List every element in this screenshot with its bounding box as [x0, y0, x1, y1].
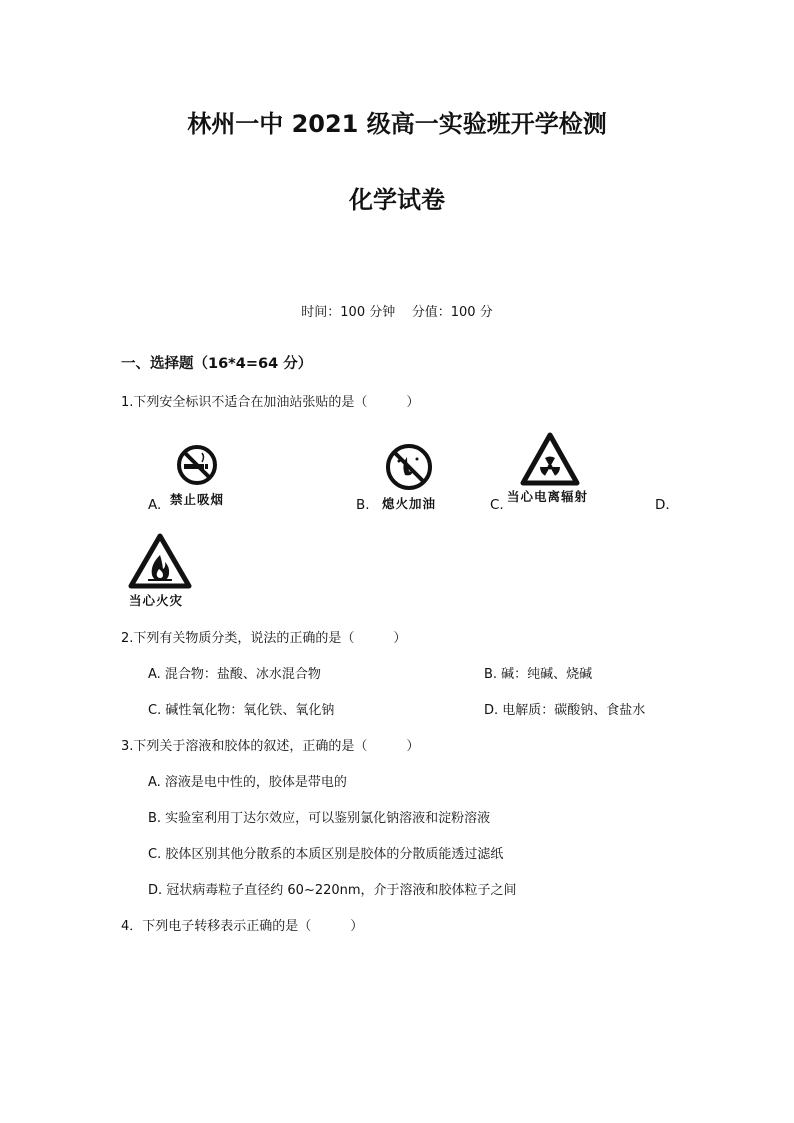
- fire-warning-icon: [128, 533, 192, 589]
- q2-option-b: B. 碱：纯碱、烧碱: [484, 667, 593, 682]
- q1-option-c-letter: C.: [490, 497, 504, 513]
- q1-option-b-letter: B.: [356, 497, 370, 513]
- no-smoking-icon: [172, 445, 222, 485]
- exam-subtitle: 化学试卷: [349, 186, 445, 214]
- q2-option-a: A. 混合物：盐酸、冰水混合物: [148, 667, 321, 682]
- section-heading: 一、选择题（16*4=64 分）: [121, 356, 313, 372]
- q1-option-d-letter: D.: [655, 497, 670, 513]
- q1-option-a-caption: 禁止吸烟: [170, 492, 225, 507]
- question-2-stem: 2.下列有关物质分类，说法的正确的是（ ）: [121, 631, 407, 646]
- radiation-warning-icon: [520, 432, 580, 486]
- q2-option-c: C. 碱性氧化物：氧化铁、氧化钠: [148, 703, 335, 718]
- q1-option-b-caption: 熄火加油: [382, 496, 437, 511]
- exam-info: 时间：100 分钟 分值：100 分: [301, 305, 493, 320]
- q1-option-c-caption: 当心电离辐射: [507, 489, 589, 504]
- q3-option-a: A. 溶液是电中性的，胶体是带电的: [148, 775, 347, 790]
- no-fire-refuel-icon: [383, 443, 435, 491]
- q3-option-d: D. 冠状病毒粒子直径约 60~220nm，介于溶液和胶体粒子之间: [148, 883, 517, 898]
- q1-option-d-caption: 当心火灾: [129, 593, 184, 608]
- q1-option-a-letter: A.: [148, 497, 162, 513]
- question-1-stem: 1.下列安全标识不适合在加油站张贴的是（ ）: [121, 395, 420, 410]
- q3-option-c: C. 胶体区别其他分散系的本质区别是胶体的分散质能透过滤纸: [148, 847, 504, 862]
- exam-title: 林州一中 2021 级高一实验班开学检测: [187, 110, 607, 138]
- q3-option-b: B. 实验室利用丁达尔效应，可以鉴别氯化钠溶液和淀粉溶液: [148, 811, 491, 826]
- question-4-stem: 4．下列电子转移表示正确的是（ ）: [121, 919, 364, 934]
- question-3-stem: 3.下列关于溶液和胶体的叙述，正确的是（ ）: [121, 739, 420, 754]
- q2-option-d: D. 电解质：碳酸钠、食盐水: [484, 703, 646, 718]
